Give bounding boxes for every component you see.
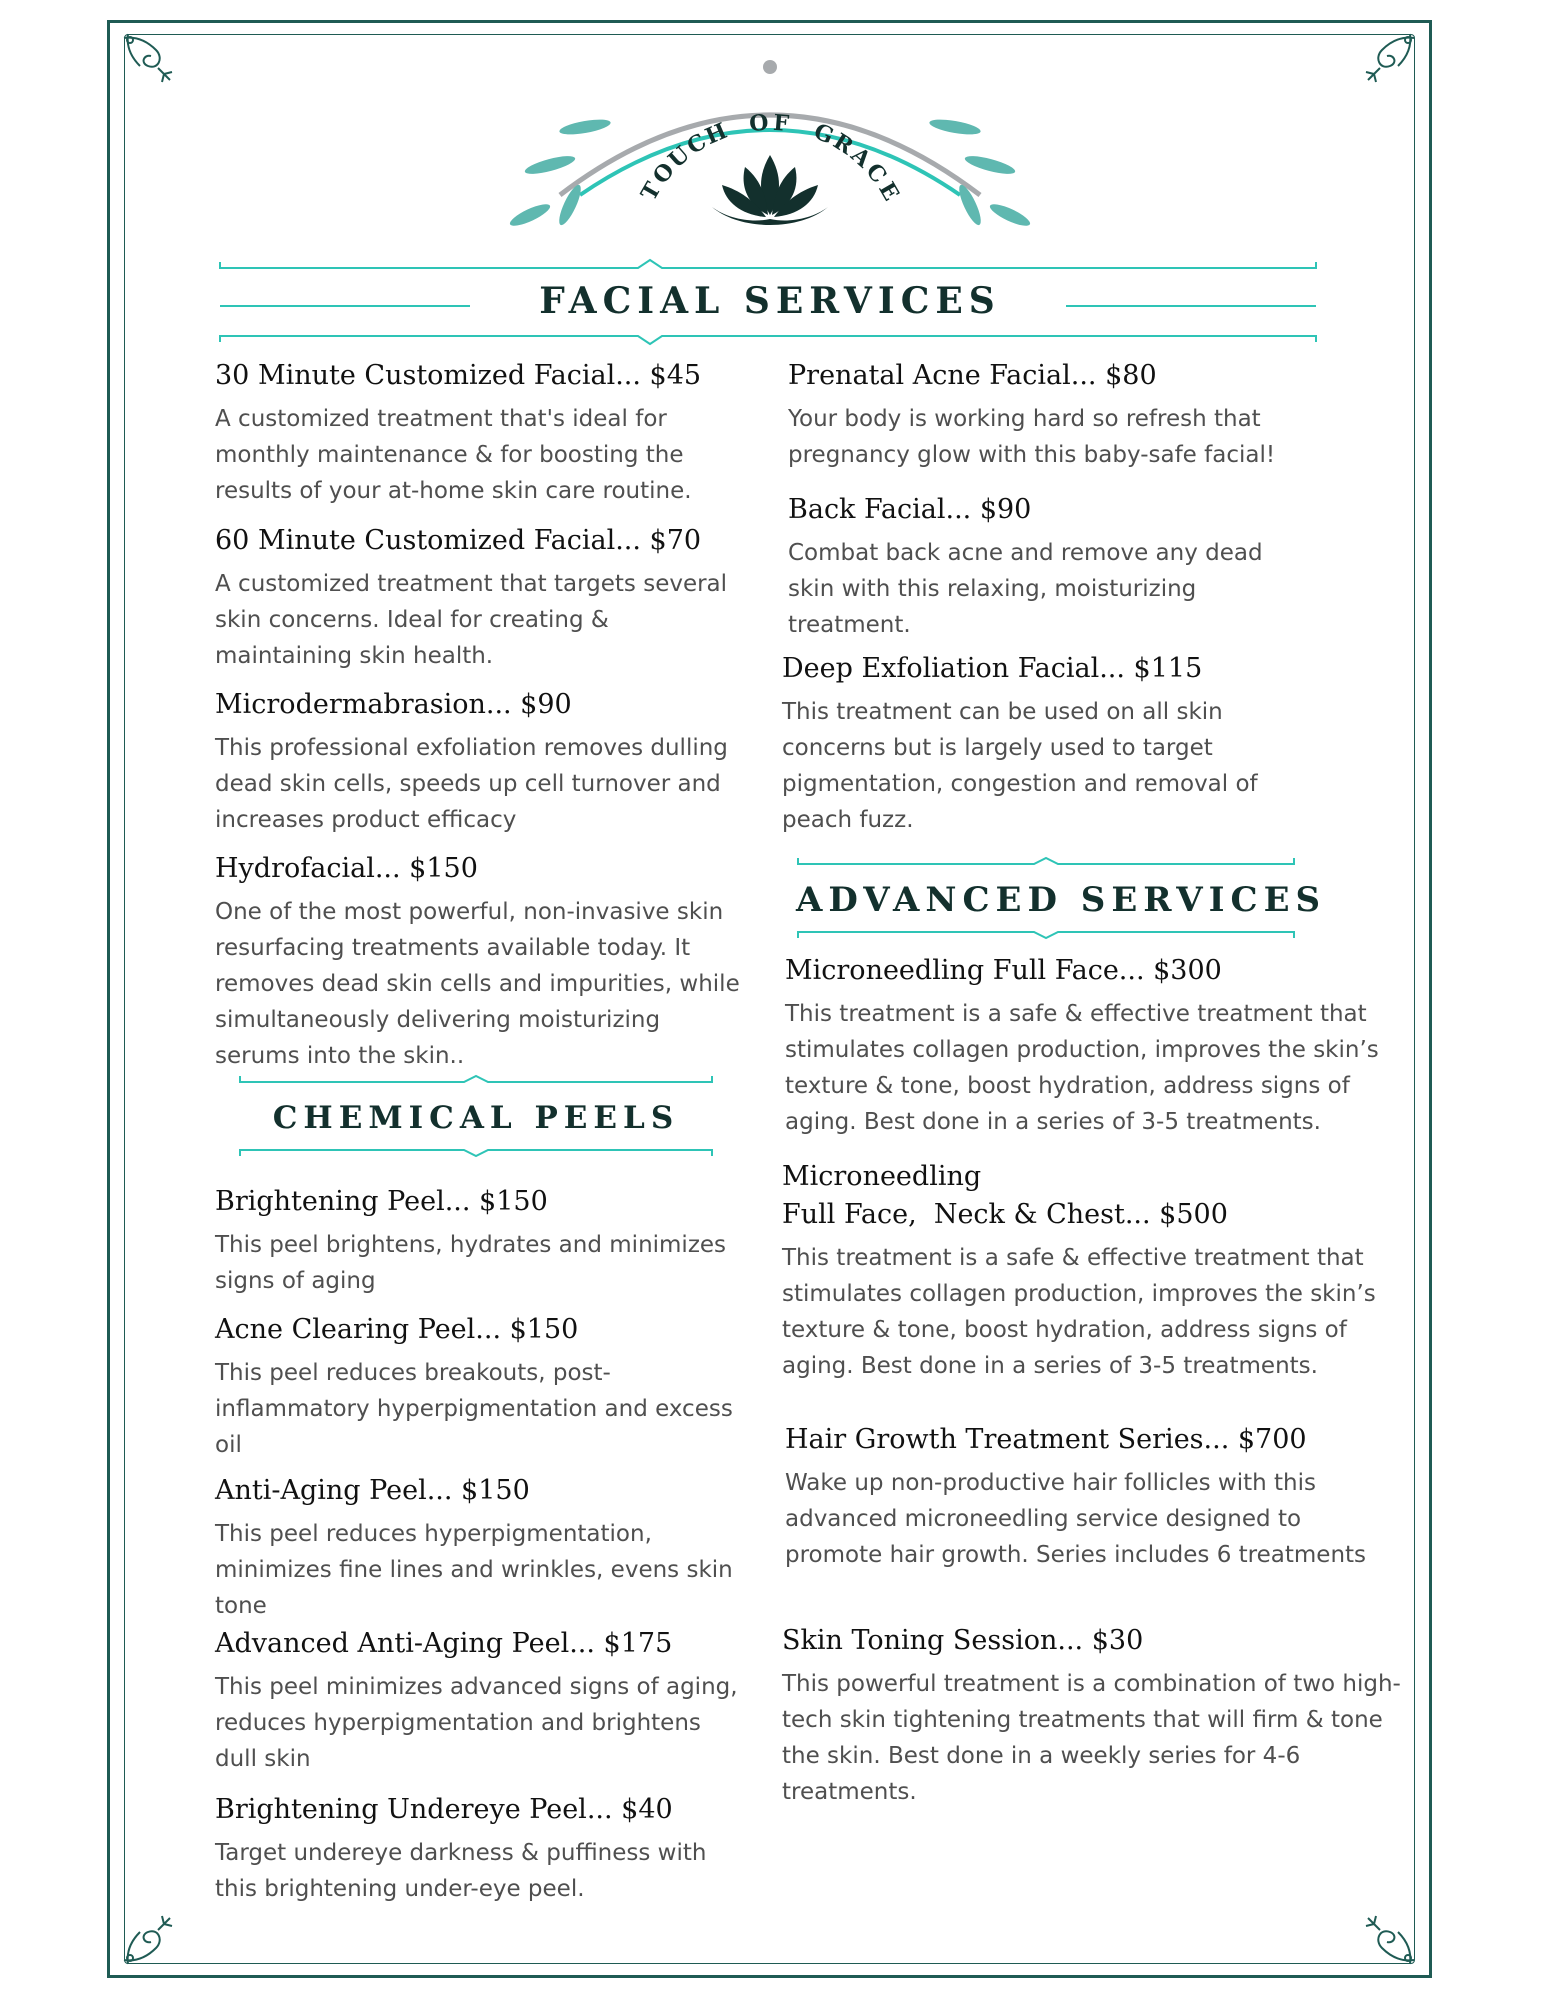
service-item [785,1421,1405,1573]
service-name: Advanced Anti-Aging Peel... $175 [215,1628,673,1659]
service-item [782,1158,1402,1384]
service-name: Acne Clearing Peel... $150 [215,1314,579,1345]
corner-ornament-bottom-left [118,1900,188,1970]
logo-letter: U [663,141,695,174]
service-description: This treatment can be used on all skin concerns but is largely used to target pigmentation, congestion and removal of peach fuzz. [782,699,1258,833]
service-name: Brightening Undereye Peel... $40 [215,1794,673,1825]
service-description: Your body is working hard so refresh that pregnancy glow with this baby-safe facial! [788,406,1276,468]
facial-services-title: FACIAL SERVICES [539,280,1001,322]
service-item [785,952,1405,1140]
service-name: Hydrofacial... $150 [215,853,478,884]
service-description: This professional exfoliation removes dulling dead skin cells, speeds up cell turnover and increases product efficacy [215,735,728,833]
logo-letter: G [810,118,838,150]
logo-arc-dot [763,60,777,74]
logo-letter: O [748,109,770,138]
chemical-peels-title: CHEMICAL PEELS [272,1100,680,1136]
service-description: Combat back acne and remove any dead skin with this relaxing, moisturizing treatment. [788,540,1263,638]
service-name: Skin Toning Session... $30 [782,1625,1144,1656]
service-name: Hair Growth Treatment Series... $700 [785,1424,1307,1455]
service-name: Brightening Peel... $150 [215,1186,548,1217]
logo-letter: F [772,109,790,138]
advanced-services-title: ADVANCED SERVICES [796,880,1327,920]
logo-letter: C [682,128,712,160]
service-item [782,1622,1402,1810]
service-name: Microdermabrasion... $90 [215,689,572,720]
service-description: One of the most powerful, non-invasive skin resurfacing treatments available today. It removes dead skin cells and impurities, while simultaneously delivering moisturizing serums into the skin.. [215,899,740,1069]
service-description: This powerful treatment is a combination of two high-tech skin tightening treatments that will firm & tone the skin. Best done in a weekly series for 4-6 treatments. [782,1671,1401,1805]
service-description: A customized treatment that's ideal for monthly maintenance & for boosting the results of your at-home skin care routine. [215,406,692,504]
service-description: This peel reduces hyperpigmentation, minimizes fine lines and wrinkles, evens skin tone [215,1521,733,1619]
service-item [215,522,745,674]
service-name: Prenatal Acne Facial... $80 [788,360,1157,391]
service-name: 30 Minute Customized Facial... $45 [215,360,702,391]
service-item [788,491,1308,643]
service-description: This treatment is a safe & effective treatment that stimulates collagen production, improves the skin’s texture & tone, boost hydration, address signs of aging. Best done in a series of 3-5 treatments. [782,1245,1376,1379]
corner-ornament-top-right [1350,28,1420,98]
service-item [788,357,1308,473]
lotus-icon [712,155,828,225]
logo-letter: O [647,157,681,190]
service-item [215,686,745,838]
service-description: This treatment is a safe & effective treatment that stimulates collagen production, improves the skin’s texture & tone, boost hydration, address signs of aging. Best done in a series of 3-5 treatments. [785,1001,1379,1135]
service-item [215,850,745,1074]
service-item [215,357,745,509]
service-item [215,1311,745,1463]
service-description: A customized treatment that targets several skin concerns. Ideal for creating & maintaining skin health. [215,571,728,669]
service-description: Wake up non-productive hair follicles with this advanced microneedling service designed to promote hair growth. Series includes 6 treatments [785,1470,1367,1568]
service-name: Anti-Aging Peel... $150 [215,1475,530,1506]
service-item [215,1791,745,1907]
service-description: Target undereye darkness & puffiness with this brightening under-eye peel. [215,1840,707,1902]
service-description: This peel minimizes advanced signs of aging, reduces hyperpigmentation and brightens dull skin [215,1674,738,1772]
leaf-icon-left [508,117,612,230]
service-item [215,1183,745,1299]
chemical-peels-heading [238,1100,714,1136]
service-name: Microneedling Full Face... $300 [785,955,1222,986]
corner-ornament-bottom-right [1350,1900,1420,1970]
service-name: Microneedling Full Face, Neck & Chest... $500 [782,1161,1228,1230]
logo-letter: R [828,128,858,161]
service-item [782,650,1302,838]
logo-letter: C [860,158,892,189]
service-name: Deep Exfoliation Facial... $115 [782,653,1203,684]
logo-letter: E [873,177,905,206]
service-name: Back Facial... $90 [788,494,1032,525]
logo-letter: A [845,142,876,173]
service-item [215,1472,745,1624]
service-description: This peel brightens, hydrates and minimizes signs of aging [215,1232,727,1294]
corner-ornament-top-left [118,28,188,98]
leaf-icon-right [928,117,1032,230]
advanced-services-heading [796,880,1327,920]
service-item [215,1625,745,1777]
facial-services-heading [490,280,1050,322]
touch-of-grace-logo [490,55,1050,255]
service-name: 60 Minute Customized Facial... $70 [215,525,702,556]
service-description: This peel reduces breakouts, post-inflammatory hyperpigmentation and excess oil [215,1360,733,1458]
logo-letter: H [701,117,731,150]
logo-letter: T [635,177,667,206]
